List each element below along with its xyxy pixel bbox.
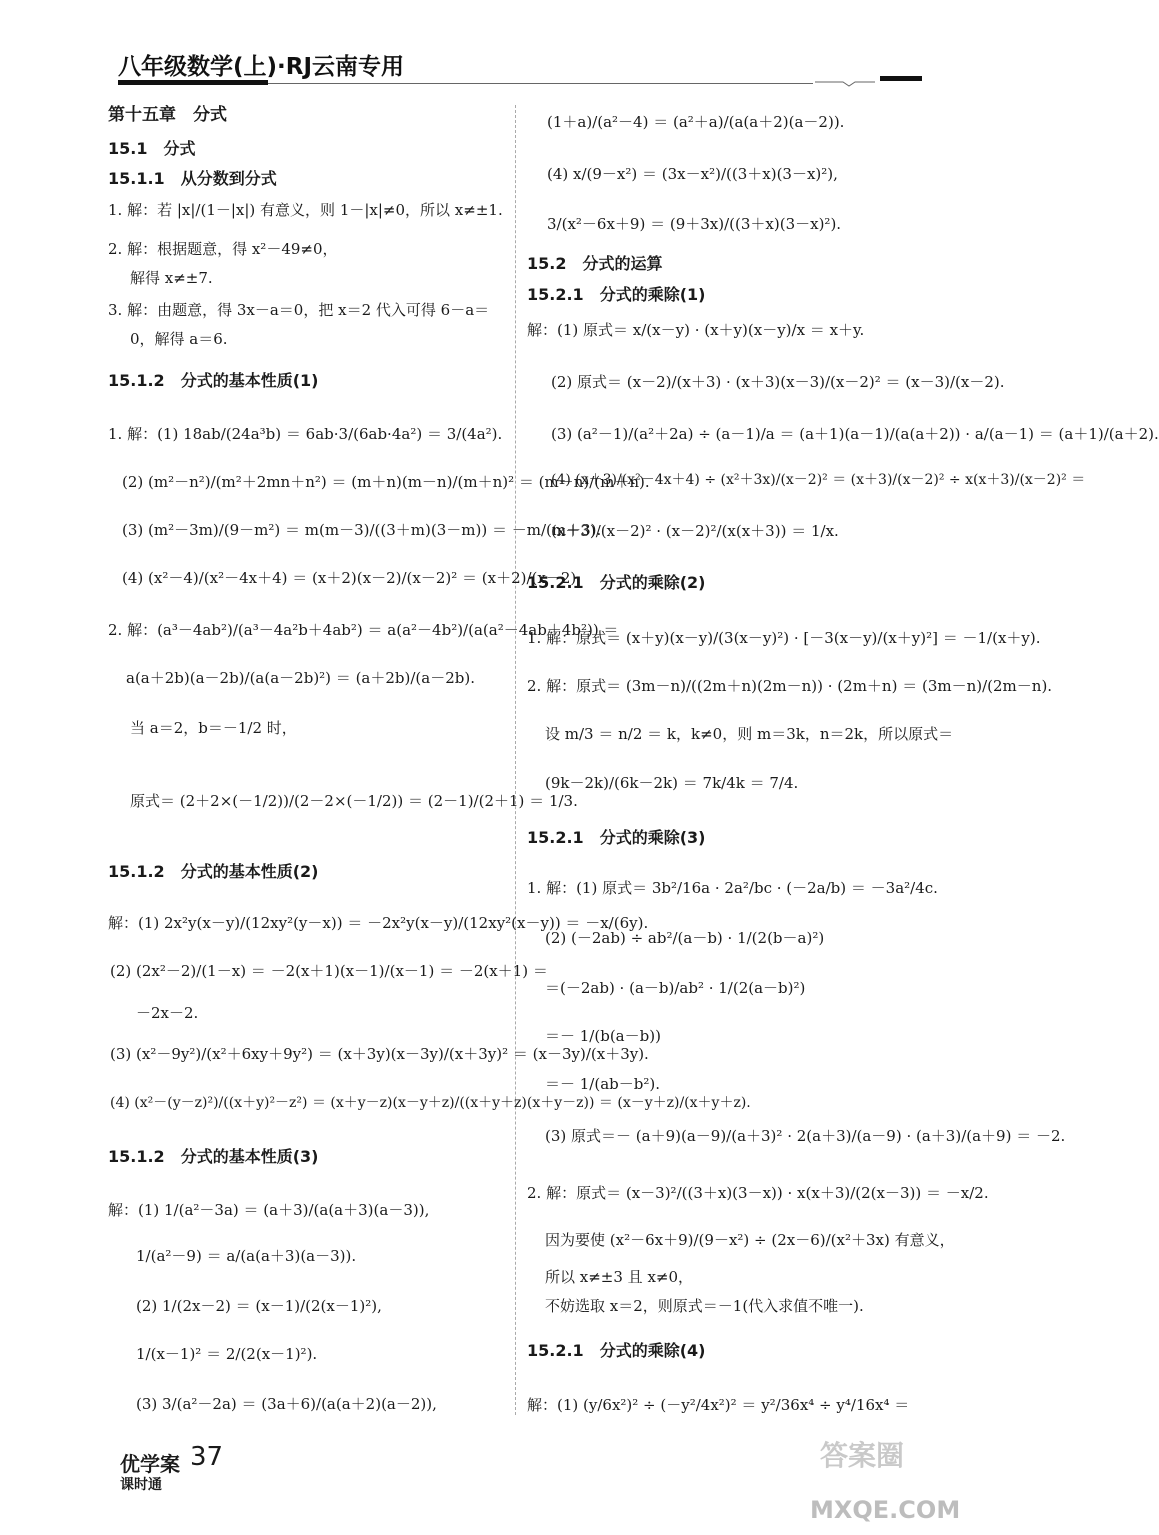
answer-line: 3/(x²－6x＋9) ＝ (9＋3x)/((3＋x)(3－x)²). [547,215,842,233]
footer-subtitle: 课时通 [120,1477,162,1493]
answer-line: a(a＋2b)(a－2b)/(a(a－2b)²) ＝ (a＋2b)/(a－2b). [126,669,475,687]
answer-line: ＝－ 1/(ab－b²). [545,1075,660,1093]
watermark-logo [790,1420,1000,1530]
answer-line: －2x－2. [136,1004,199,1022]
answer-line: (2) (m²－n²)/(m²＋2mn＋n²) ＝ (m＋n)(m－n)/(m＋n)² ＝ (m－n)/(m＋n). [122,473,650,491]
answer-line: 2. 解：(a³－4ab²)/(a³－4a²b＋4ab²) ＝ a(a²－4b²)/(a(a²－4ab＋4b²)) ＝ [108,621,619,639]
answer-line: 3. 解：由题意，得 3x－a＝0，把 x＝2 代入可得 6－a＝ [108,301,490,319]
book-header-title: 八年级数学(上)·RJ云南专用 [118,54,405,80]
answer-line: (4) x/(9－x²) ＝ (3x－x²)/((3＋x)(3－x)²), [547,165,838,183]
answer-line: 1/(a²－9) ＝ a/(a(a＋3)(a－3)). [136,1247,357,1265]
header-chevron-icon [815,72,875,86]
answer-line: (4) (x＋3)/(x²－4x＋4) ÷ (x²＋3x)/(x－2)² ＝ (x＋3)/(x－2)² ÷ x(x＋3)/(x－2)² ＝ [551,472,1086,488]
watermark-text: 答案圈 [820,1439,905,1472]
section-heading: 15.1.2 分式的基本性质(2) [108,862,319,881]
answer-line: 1. 解：若 |x|/(1－|x|) 有意义，则 1－|x|≠0，所以 x≠±1. [108,201,503,219]
section-heading: 15.1 分式 [108,139,196,158]
answer-line: (1＋a)/(a²－4) ＝ (a²＋a)/(a(a＋2)(a－2)). [547,113,845,131]
answer-line: 不妨选取 x＝2，则原式＝－1(代入求值不唯一). [545,1297,864,1315]
answer-line: (2) 1/(2x－2) ＝ (x－1)/(2(x－1)²), [136,1297,382,1315]
answer-line: (4) (x²－4)/(x²－4x＋4) ＝ (x＋2)(x－2)/(x－2)² ＝ (x＋2)/(x－2). [122,569,582,587]
answer-line: (3) 原式＝－ (a＋9)(a－9)/(a＋3)² · 2(a＋3)/(a－9) · (a＋3)/(a＋9) ＝ －2. [545,1127,1066,1145]
footer-brand: 优学案 [120,1452,180,1476]
answer-line: 2. 解：原式＝ (x－3)²/((3＋x)(3－x)) · x(x＋3)/(2(x－3)) ＝ －x/2. [527,1184,989,1202]
answer-line: (9k－2k)/(6k－2k) ＝ 7k/4k ＝ 7/4. [545,774,799,792]
answer-line: 1. 解：原式＝ (x＋y)(x－y)/(3(x－y)²) · [－3(x－y)/(x＋y)²] ＝ －1/(x＋y). [527,629,1041,647]
section-heading: 15.2.1 分式的乘除(1) [527,285,706,304]
answer-line: (2) (2x²－2)/(1－x) ＝ －2(x＋1)(x－1)/(x－1) ＝ －2(x＋1) ＝ [110,962,548,980]
answer-line: 解：(1) 原式＝ x/(x－y) · (x＋y)(x－y)/x ＝ x＋y. [527,321,865,339]
section-heading: 15.1.2 分式的基本性质(3) [108,1147,319,1166]
answer-line: (3) (x²－9y²)/(x²＋6xy＋9y²) ＝ (x＋3y)(x－3y)/(x＋3y)² ＝ (x－3y)/(x＋3y). [110,1045,649,1063]
answer-line: 1/(x－1)² ＝ 2/(2(x－1)²). [136,1345,318,1363]
watermark-url: MXQE.COM [810,1496,961,1524]
answer-line: ＝－ 1/(b(a－b)) [545,1027,661,1045]
answer-line: 原式＝ (2＋2×(－1/2))/(2－2×(－1/2)) ＝ (2－1)/(2＋1) ＝ 1/3. [130,792,578,810]
answer-line: (3) 3/(a²－2a) ＝ (3a＋6)/(a(a＋2)(a－2)), [136,1395,437,1413]
section-heading: 15.1.2 分式的基本性质(1) [108,371,319,390]
answer-line: 设 m/3 ＝ n/2 ＝ k，k≠0，则 m＝3k，n＝2k，所以原式＝ [545,725,954,743]
answer-line: 解：(1) 2x²y(x－y)/(12xy²(y－x)) ＝ －2x²y(x－y)/(12xy²(x－y)) ＝ －x/(6y). [108,914,649,932]
section-heading: 15.2 分式的运算 [527,254,663,273]
answer-line: 所以 x≠±3 且 x≠0， [545,1268,694,1286]
section-heading: 15.2.1 分式的乘除(3) [527,828,706,847]
answer-line: 1. 解：(1) 原式＝ 3b²/16a · 2a²/bc · (－2a/b) ＝ －3a²/4c. [527,879,938,897]
header-rule-right [880,76,922,81]
answer-line: 当 a＝2，b＝－1/2 时， [130,719,297,737]
answer-line: (x＋3)/(x－2)² · (x－2)²/(x(x＋3)) ＝ 1/x. [551,522,839,540]
answer-line: 0，解得 a＝6. [130,330,228,348]
header-rule-left [118,80,268,85]
page-number: 37 [190,1442,224,1472]
answer-line: 解得 x≠±7. [130,269,213,287]
answer-line: (3) (m²－3m)/(9－m²) ＝ m(m－3)/((3＋m)(3－m)) ＝ －m/(m＋3). [122,521,602,539]
column-divider [515,105,516,1415]
section-heading: 15.1.1 从分数到分式 [108,169,277,188]
answer-line: 2. 解：原式＝ (3m－n)/((2m＋n)(2m－n)) · (2m＋n) ＝ (3m－n)/(2m－n). [527,677,1053,695]
answer-line: 因为要使 (x²－6x＋9)/(9－x²) ÷ (2x－6)/(x²＋3x) 有意义， [545,1231,955,1249]
chapter-title: 第十五章 分式 [108,105,227,125]
answer-line: (4) (x²－(y－z)²)/((x＋y)²－z²) ＝ (x＋y－z)(x－y＋z)/((x＋y＋z)(x＋y－z)) ＝ (x－y＋z)/(x＋y＋z). [110,1095,751,1111]
answer-line: 解：(1) (y/6x²)² ÷ (－y²/4x²)² ＝ y²/36x⁴ ÷ y⁴/16x⁴ ＝ [527,1396,910,1414]
section-heading: 15.2.1 分式的乘除(2) [527,573,706,592]
answer-line: ＝(－2ab) · (a－b)/ab² · 1/(2(a－b)²) [545,979,806,997]
answer-line: (2) 原式＝ (x－2)/(x＋3) · (x＋3)(x－3)/(x－2)² ＝ (x－3)/(x－2). [551,373,1005,391]
answer-line: 解：(1) 1/(a²－3a) ＝ (a＋3)/(a(a＋3)(a－3)), [108,1201,430,1219]
answer-line: (2) (－2ab) ÷ ab²/(a－b) · 1/(2(b－a)²) [545,929,825,947]
section-heading: 15.2.1 分式的乘除(4) [527,1341,706,1360]
header-rule-middle [268,83,813,84]
answer-line: 2. 解：根据题意，得 x²－49≠0， [108,240,338,258]
answer-line: (3) (a²－1)/(a²＋2a) ÷ (a－1)/a ＝ (a＋1)(a－1)/(a(a＋2)) · a/(a－1) ＝ (a＋1)/(a＋2). [551,425,1159,443]
answer-line: 1. 解：(1) 18ab/(24a³b) ＝ 6ab·3/(6ab·4a²) ＝ 3/(4a²). [108,425,503,443]
